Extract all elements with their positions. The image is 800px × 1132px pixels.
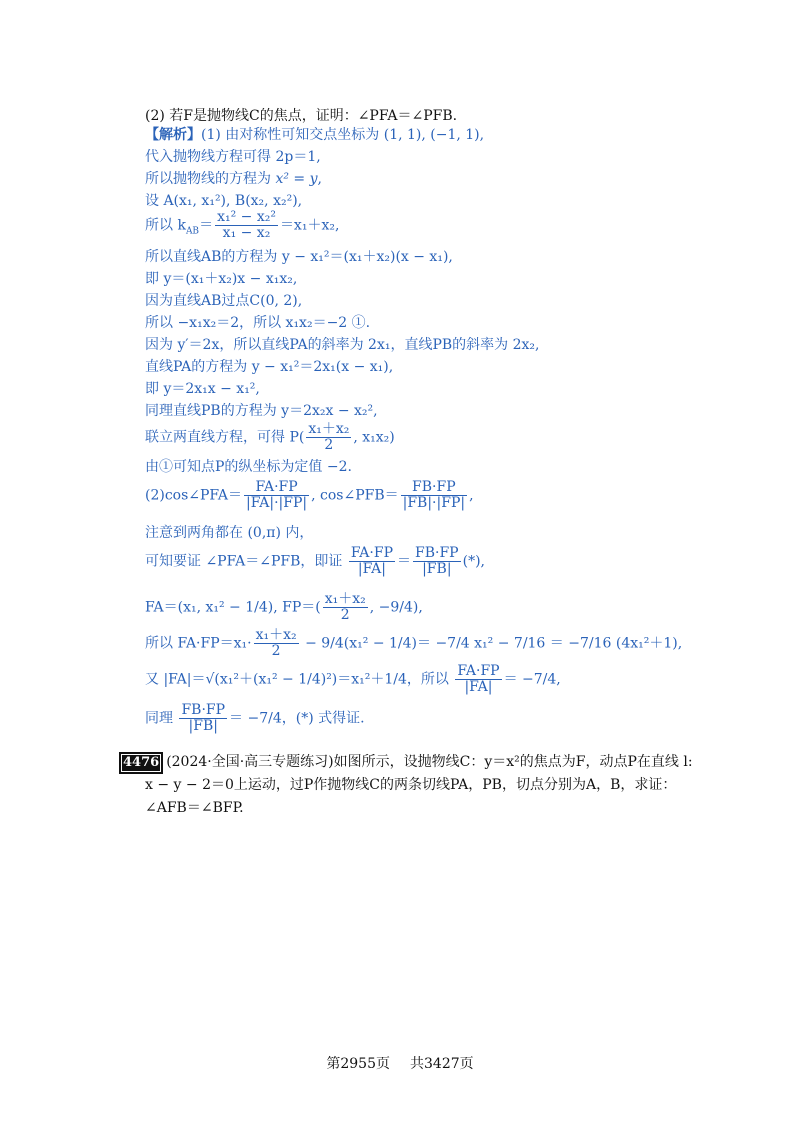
text-span: − 9/4(x₁² − 1/4)＝ −7/4 x₁² − 7/16 ＝ −7/16 (4x₁²＋1), <box>300 635 683 652</box>
text-span: , <box>469 487 474 504</box>
denominator: |FB|·|FP| <box>402 495 466 511</box>
solution-label: 【解析】 <box>145 127 201 143</box>
denominator: 2 <box>271 643 281 659</box>
denominator: |FB| <box>188 718 218 734</box>
text-span: ＝x₁＋x₂, <box>279 217 340 234</box>
denominator: |FA| <box>357 561 386 577</box>
numerator: x₁＋x₂ <box>255 627 297 643</box>
solution-line-3: 所以抛物线的方程为 x² = y, <box>145 171 322 187</box>
numerator: x₁＋x₂ <box>324 591 366 607</box>
denominator: |FA| <box>464 679 493 695</box>
denominator: 2 <box>340 607 350 623</box>
denominator: 2 <box>324 437 334 453</box>
text-span: ＝ −7/4, <box>503 671 561 688</box>
solution-line-2: 代入抛物线方程可得 2p＝1, <box>145 149 321 165</box>
text-span: 所以抛物线的方程为 <box>145 171 276 187</box>
text-span: FA＝(x₁, x₁² − 1/4), FP＝( <box>145 599 321 616</box>
text-span: , cos∠PFB＝ <box>311 487 399 504</box>
fraction <box>306 422 351 453</box>
text-span: 联立两直线方程，可得 P( <box>145 429 305 446</box>
problem-text: (2024·全国·高三专题练习)如图所示，设抛物线C：y＝x²的焦点为F，动点P在直线 l: <box>166 754 693 770</box>
solution-line-19 <box>145 592 423 623</box>
fraction <box>244 480 309 511</box>
solution-line-20 <box>145 628 682 659</box>
text-span: , x₁x₂) <box>353 429 395 446</box>
solution-line-5: 所以 $k_{AB}=$ $\frac{\text{x₁² − x₂²}}{\text{x₁ − x₂}}$ ＝x₁＋x₂, <box>145 209 340 241</box>
problem-4476-line-3: ∠AFB＝∠BFP. <box>145 800 244 816</box>
part2-question: (2) 若F是抛物线C的焦点，证明：∠PFA＝∠PFB. <box>145 108 458 124</box>
numerator: FB·FP <box>401 480 467 496</box>
fraction <box>215 210 278 241</box>
solution-line-17: 注意到两角都在 (0,π) 内， <box>145 525 314 541</box>
numerator: x₁＋x₂ <box>308 421 350 437</box>
solution-line-10: 因为 y′＝2x，所以直线PA的斜率为 2x₁，直线PB的斜率为 2x₂, <box>145 337 540 353</box>
solution-line-4: 设 A(x₁, x₁²), B(x₂, x₂²), <box>145 193 303 209</box>
solution-line-21 <box>145 664 561 695</box>
solution-line-8: 因为直线AB过点C(0, 2), <box>145 293 303 309</box>
problem-number-badge: 4476 <box>119 752 163 774</box>
text-span: ＝ −7/4，(*) 式得证. <box>229 710 365 727</box>
solution-line-13: 同理直线PB的方程为 y＝2x₂x − x₂², <box>145 403 378 419</box>
fraction <box>254 628 299 659</box>
problem-4476-line-1 <box>119 752 693 774</box>
numerator: x₁² − x₂² <box>217 209 276 225</box>
numerator: FA·FP <box>350 545 394 561</box>
numerator: FA·FP <box>457 663 500 679</box>
denominator: x₁ − x₂ <box>222 225 271 241</box>
problem-4476-line-2: x − y − 2＝0上运动，过P作抛物线C的两条切线PA，PB，切点分别为A，B，求证： <box>145 777 677 793</box>
denominator: |FA|·|FP| <box>246 495 308 511</box>
solution-line-6: 所以直线AB的方程为 y − x₁²＝(x₁＋x₂)(x − x₁), <box>145 249 453 265</box>
fraction <box>401 480 467 511</box>
text-span: (2)cos∠PFA＝ <box>145 487 243 504</box>
denominator: |FB| <box>422 561 452 577</box>
solution-line-12: 即 y＝2x₁x − x₁², <box>145 381 260 397</box>
solution-line-9: 所以 −x₁x₂＝2，所以 x₁x₂＝−2 ①. <box>145 315 371 331</box>
text-span: 可知要证 ∠PFA＝∠PFB，即证 <box>145 553 347 570</box>
solution-line-7: 即 y＝(x₁＋x₂)x − x₁x₂, <box>145 271 298 287</box>
text-span: 所以 FA·FP＝x₁· <box>145 635 252 652</box>
fraction <box>455 664 501 695</box>
solution-line-1 <box>145 126 484 144</box>
page-footer <box>0 1053 800 1073</box>
solution-line-15: 由①可知点P的纵坐标为定值 −2. <box>145 459 352 475</box>
fraction <box>323 592 368 623</box>
footer-total-pages: 共3427页 <box>410 1056 474 1072</box>
text-span: 同理 <box>145 710 178 727</box>
text-span: 又 |FA|＝√(x₁²＋(x₁² − 1/4)²)＝x₁²＋1/4，所以 <box>145 671 454 688</box>
subscript: AB <box>185 226 200 237</box>
numerator: FA·FP <box>244 480 309 496</box>
text-span: (*), <box>462 553 485 570</box>
formula-span: x² = y <box>275 171 318 187</box>
numerator: FB·FP <box>415 545 459 561</box>
solution-line-16 <box>145 480 474 511</box>
footer-page-number: 第2955页 <box>326 1056 390 1072</box>
text-span: 所以 k <box>145 217 186 234</box>
solution-line-18 <box>145 546 485 577</box>
numerator: FB·FP <box>181 702 226 718</box>
solution-line-22 <box>145 703 365 734</box>
fraction <box>179 703 227 734</box>
text-span: , −9/4), <box>369 599 423 616</box>
solution-text: (1) 由对称性可知交点坐标为 (1, 1), (−1, 1), <box>201 127 485 143</box>
fraction <box>413 546 461 577</box>
text-span: ＝ <box>397 553 412 570</box>
solution-line-14 <box>145 422 395 453</box>
fraction <box>349 546 395 577</box>
solution-line-11: 直线PA的方程为 y − x₁²＝2x₁(x − x₁), <box>145 359 394 375</box>
